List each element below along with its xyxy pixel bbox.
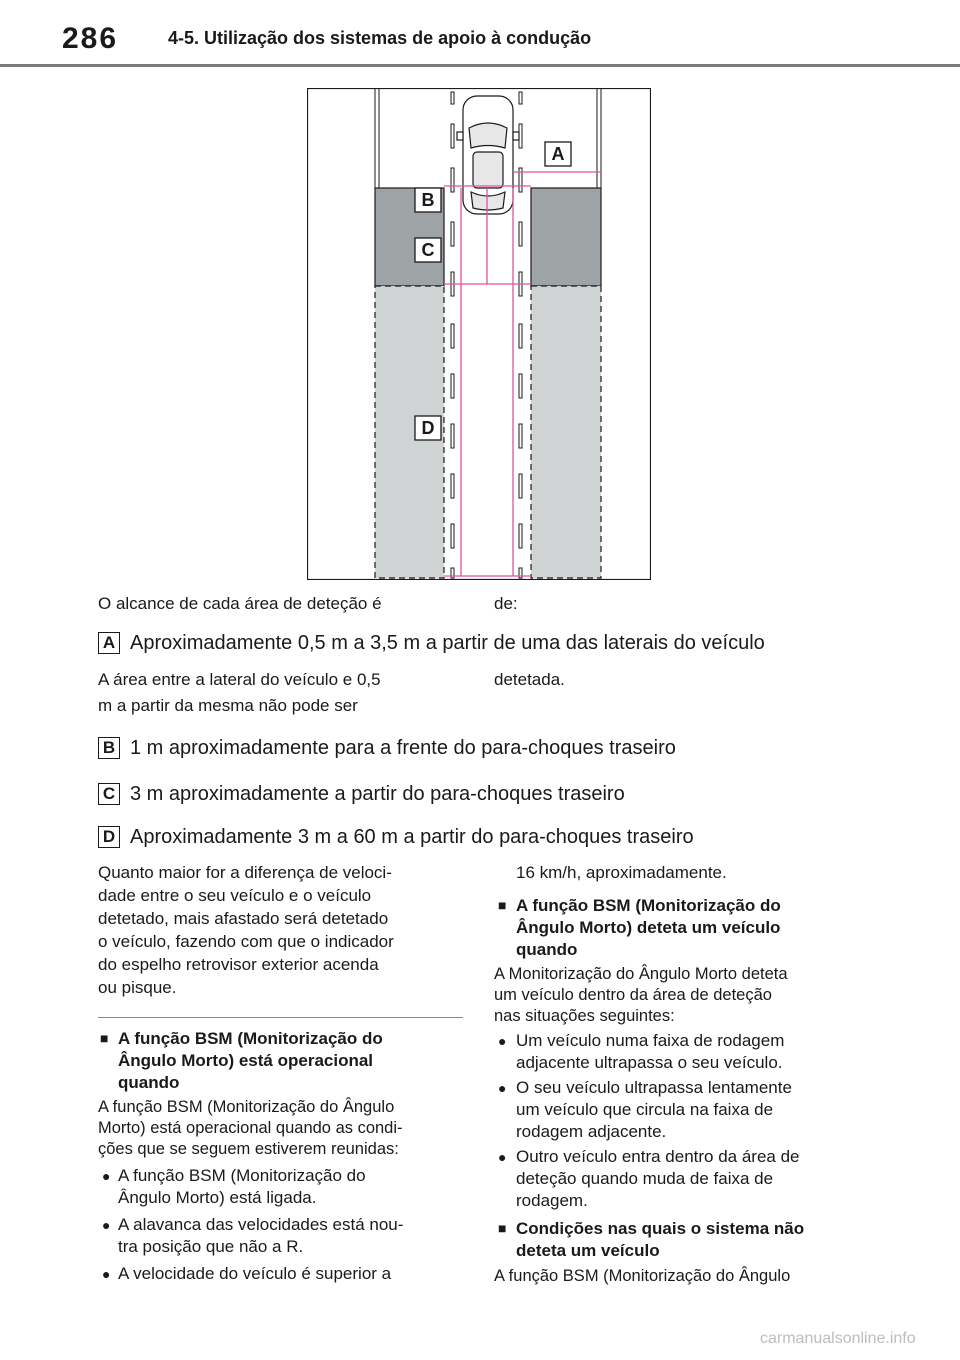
list-item-d: [98, 825, 694, 849]
car-top-view: [457, 96, 519, 214]
list-item-c: [98, 782, 625, 806]
left-bullet-1-line2: Ângulo Morto) está ligada.: [118, 1188, 317, 1207]
section-title: 4-5. Utilização dos sistemas de apoio à condução: [168, 28, 592, 48]
diagram-label-d: [415, 416, 441, 440]
right-body1-2: um veículo dentro da área de deteção: [494, 986, 772, 1004]
list-item-b: [98, 736, 676, 760]
right-body2: A função BSM (Monitorização do Ângulo: [494, 1267, 791, 1285]
svg-text:B: B: [421, 190, 435, 210]
bullet-icon: ●: [102, 1266, 111, 1282]
right-bullet-3-line2: deteção quando muda de faixa de: [516, 1169, 774, 1188]
bullet-icon: ●: [102, 1168, 111, 1184]
bullet-icon: ●: [498, 1033, 507, 1049]
right-bullet-1-line2: adjacente ultrapassa o seu veículo.: [516, 1053, 783, 1072]
right-bullet-2-line3: rodagem adjacente.: [516, 1122, 667, 1141]
left-bullet-2-line1: A alavanca das velocidades está nou-: [118, 1215, 404, 1234]
bullet-icon: ●: [498, 1080, 507, 1096]
watermark: carmanualsonline.info: [760, 1330, 916, 1347]
zone-d-right: [531, 286, 601, 578]
header-divider: [0, 64, 960, 67]
left-body-1: A função BSM (Monitorização do Ângulo: [98, 1098, 395, 1116]
left-bullet-1-line1: A função BSM (Monitorização do: [118, 1166, 366, 1185]
right-body1-1: A Monitorização do Ângulo Morto deteta: [494, 965, 788, 983]
note-a-line1: A área entre a lateral do veículo e 0,5: [98, 670, 381, 689]
detection-area-diagram: [307, 88, 651, 580]
left-heading-3: quando: [118, 1073, 180, 1092]
item-b-text: 1 m aproximadamente para a frente do para-choques traseiro: [130, 736, 676, 759]
left-para-3: detetado, mais afastado será detetado: [98, 909, 389, 928]
right-heading1-2: Ângulo Morto) deteta um veículo: [516, 918, 781, 937]
left-bullet-3-line1: A velocidade do veículo é superior a: [118, 1264, 392, 1283]
svg-text:D: D: [421, 418, 435, 438]
right-heading2-2: deteta um veículo: [516, 1241, 660, 1260]
right-bullet-2-line1: O seu veículo ultrapassa lentamente: [516, 1078, 792, 1097]
left-para-6: ou pisque.: [98, 978, 177, 997]
left-bullet-2-line2: tra posição que não a R.: [118, 1237, 304, 1256]
right-bullet-3-line1: Outro veículo entra dentro da área de: [516, 1147, 800, 1166]
item-c-text: 3 m aproximadamente a partir do para-choques traseiro: [130, 782, 625, 805]
heading-marker-icon: ■: [498, 1220, 507, 1236]
right-bullet-1-line1: Um veículo numa faixa de rodagem: [516, 1031, 785, 1050]
zone-b-right: [531, 188, 601, 286]
diagram-label-b: [415, 188, 441, 212]
bullet-icon: ●: [102, 1217, 111, 1233]
right-cont: 16 km/h, aproximadamente.: [516, 863, 727, 882]
diagram-label-a: [545, 142, 571, 166]
left-body-2: Morto) está operacional quando as condi-: [98, 1119, 403, 1137]
right-bullet-3-line3: rodagem.: [516, 1191, 588, 1210]
svg-text:C: C: [421, 240, 435, 260]
item-a-text: Aproximadamente 0,5 m a 3,5 m a partir de uma das laterais do veículo: [130, 631, 765, 654]
heading-marker-icon: ■: [498, 897, 507, 913]
badge-a: A: [98, 632, 120, 654]
intro-text-right: de:: [494, 594, 518, 613]
left-heading-2: Ângulo Morto) está operacional: [118, 1051, 374, 1070]
left-para-5: do espelho retrovisor exterior acenda: [98, 955, 379, 974]
right-heading1-3: quando: [516, 940, 578, 959]
badge-d: D: [98, 826, 120, 848]
badge-b: B: [98, 737, 120, 759]
svg-text:A: A: [551, 144, 565, 164]
list-item-a: [98, 631, 765, 655]
item-d-text: Aproximadamente 3 m a 60 m a partir do para-choques traseiro: [130, 825, 694, 848]
right-body1-3: nas situações seguintes:: [494, 1007, 675, 1025]
note-a-right: detetada.: [494, 670, 565, 689]
badge-c: C: [98, 783, 120, 805]
page-header: [0, 0, 960, 70]
column-divider: [98, 1017, 463, 1018]
left-para-1: Quanto maior for a diferença de veloci-: [98, 863, 392, 882]
right-heading2-1: Condições nas quais o sistema não: [516, 1219, 805, 1238]
heading-marker-icon: ■: [100, 1030, 109, 1046]
right-bullet-2-line2: um veículo que circula na faixa de: [516, 1100, 774, 1119]
diagram-label-c: [415, 238, 441, 262]
left-para-2: dade entre o seu veículo e o veículo: [98, 886, 372, 905]
right-heading1-1: A função BSM (Monitorização do: [516, 896, 781, 915]
intro-text-left: O alcance de cada área de deteção é: [98, 594, 382, 613]
left-heading-1: A função BSM (Monitorização do: [118, 1029, 383, 1048]
note-a-line2: m a partir da mesma não pode ser: [98, 696, 358, 715]
page-number: 286: [62, 22, 119, 55]
left-body-3: ções que se seguem estiverem reunidas:: [98, 1140, 399, 1158]
bullet-icon: ●: [498, 1149, 507, 1165]
left-para-4: o veículo, fazendo com que o indicador: [98, 932, 394, 951]
